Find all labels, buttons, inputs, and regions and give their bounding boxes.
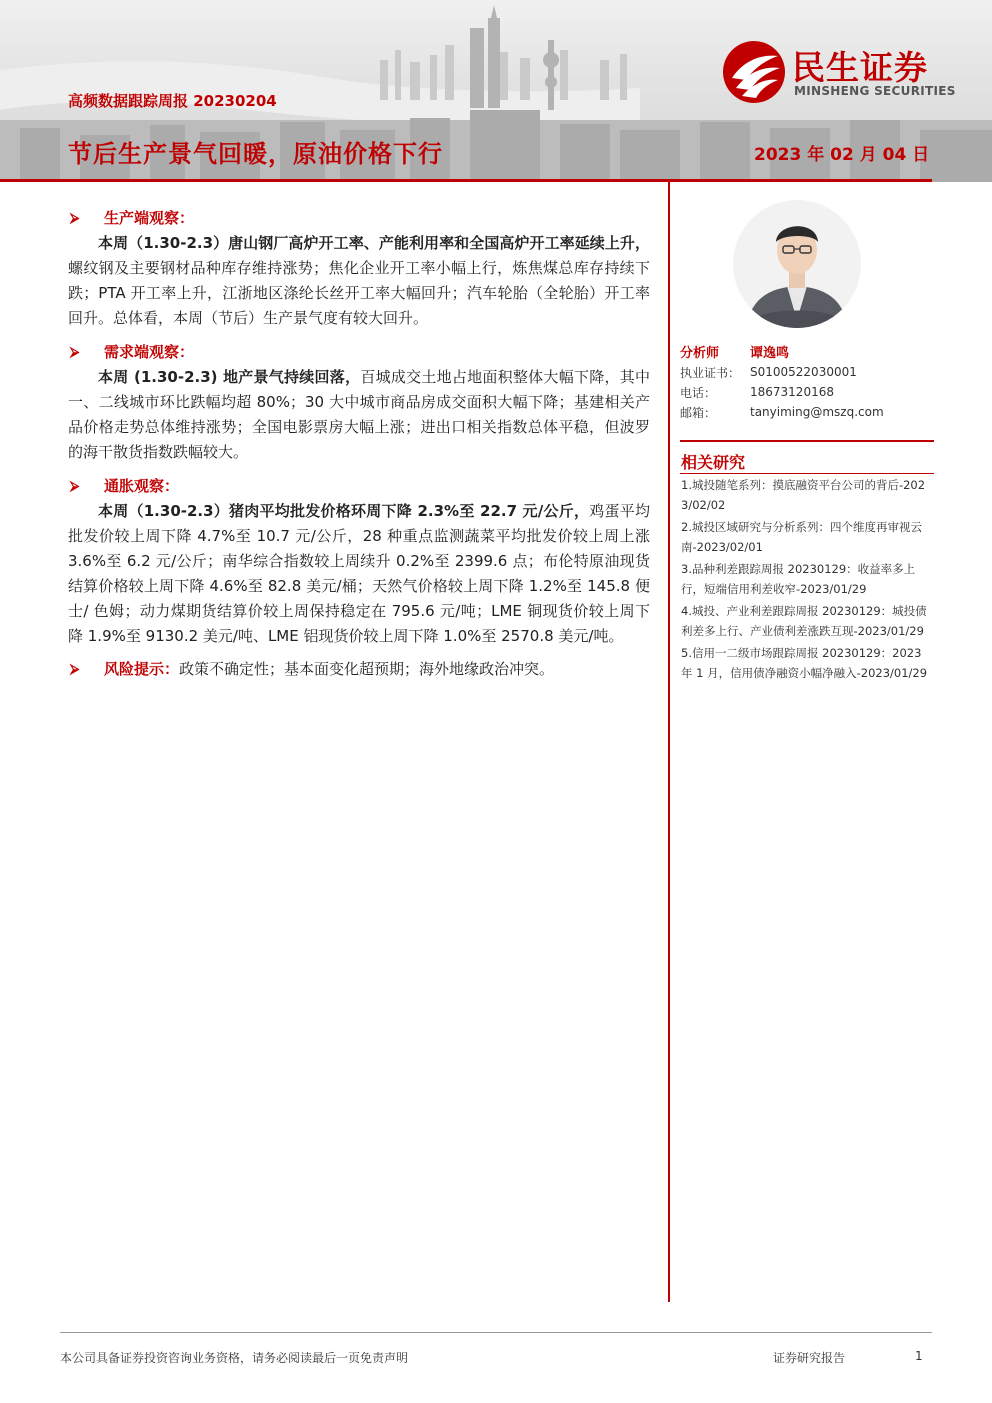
paragraph-lead: 本周（1.30-2.3）猪肉平均批发价格环周下降 2.3%至 22.7 元/公斤， <box>98 502 590 520</box>
analyst-field-label: 邮箱： <box>680 405 717 420</box>
related-research-title: 相关研究 <box>681 453 746 472</box>
analyst-field-label: 执业证书： <box>680 365 741 380</box>
footer-divider <box>60 1332 932 1333</box>
analyst-info <box>680 340 935 422</box>
minsheng-logo <box>722 38 972 108</box>
risk-title: 风险提示： <box>104 660 180 678</box>
section-production <box>68 205 650 331</box>
paragraph-body: 百城成交土地占地面积整体大幅下降，其中一、二线城市环比跌幅均超 80%；30 大中城市商品房成交面积大幅下降；基建相关产品价格走势总体维持涨势；全国电影票房大幅上涨；进出口相关指数总体平稳，但波罗的海干散货指数跌幅较大。 <box>68 368 650 461</box>
related-research-item[interactable]: 1.城投随笔系列：摸底融资平台公司的背后-2023/02/02 <box>681 478 926 512</box>
related-research-item[interactable]: 4.城投、产业利差跟踪周报 20230129：城投债利差多上行、产业债利差涨跌互现-2023/01/29 <box>681 604 927 638</box>
column-divider <box>668 182 670 1302</box>
section-demand <box>68 339 650 465</box>
section-paragraph <box>68 499 650 649</box>
minsheng-emblem-icon <box>722 40 786 104</box>
arrow-bullet-icon: ⮚ <box>70 344 80 360</box>
analyst-portrait-image <box>731 190 863 338</box>
report-title: 节后生产景气回暖，原油价格下行 <box>68 140 443 168</box>
arrow-bullet-icon: ⮚ <box>70 478 80 494</box>
section-heading <box>68 205 650 231</box>
paragraph-lead: 本周 (1.30-2.3) 地产景气持续回落， <box>98 368 361 386</box>
paragraph-body: 螺纹钢及主要钢材品种库存维持涨势；焦化企业开工率小幅上行，炼焦煤总库存持续下跌；PTA 开工率上升，江浙地区涤纶长丝开工率大幅回升；汽车轮胎（全轮胎）开工率回升。总体看，本周（节后）生产景气度有较大回升。 <box>68 259 650 327</box>
analyst-field-label: 电话： <box>680 385 717 400</box>
analyst-field-value: 18673120168 <box>750 385 834 399</box>
risk-text: 政策不确定性；基本面变化超预期；海外地缘政治冲突。 <box>179 660 555 678</box>
arrow-bullet-icon: ⮚ <box>70 662 80 677</box>
analyst-field-value: S0100522030001 <box>750 365 857 379</box>
analyst-photo <box>731 190 863 338</box>
analyst-phone-row <box>680 382 935 402</box>
main-content <box>68 205 650 690</box>
report-date: 2023 年 02 月 04 日 <box>754 145 930 165</box>
section-paragraph <box>68 365 650 465</box>
page-number: 1 <box>915 1349 923 1363</box>
analyst-email-row <box>680 402 935 422</box>
paragraph-body: 鸡蛋平均批发价较上周下降 4.7%至 10.7 元/公斤，28 种重点监测蔬菜平均批发价较上周上涨 3.6%至 6.2 元/公斤；南华综合指数较上周续升 0.2%至 2399.6 点；布伦特原油现货结算价格较上周下降 4.6%至 82.8 美元/桶；天然气价格较上周下降 1.2%至 145.8 便士/ 色姆；动力煤期货结算价较上周保持稳定在 795.6 元/吨；LME 铜现货价较上周下降 1.9%至 9130.2 美元/吨、LME 铝现货价较上周下降 1.0%至 2570.8 美元/吨。 <box>68 502 650 645</box>
logo-english-name: MINSHENG SECURITIES <box>794 84 956 98</box>
section-inflation <box>68 473 650 649</box>
related-research-list <box>681 476 933 686</box>
section-paragraph <box>68 231 650 331</box>
related-divider <box>680 473 934 474</box>
header-divider <box>0 179 932 182</box>
analyst-email-link[interactable]: tanyiming@mszq.com <box>750 405 884 419</box>
footer-report-type: 证券研究报告 <box>773 1351 846 1365</box>
section-risk <box>68 657 650 682</box>
analyst-license-row <box>680 362 935 382</box>
sidebar-divider <box>680 440 934 442</box>
section-title: 通胀观察： <box>104 476 180 495</box>
analyst-label: 分析师 <box>680 345 720 361</box>
section-heading <box>68 339 650 365</box>
report-series: 高频数据跟踪周报 20230204 <box>68 92 277 110</box>
section-title: 需求端观察： <box>104 342 195 361</box>
related-research-item[interactable]: 3.品种利差跟踪周报 20230129：收益率多上行，短端信用利差收窄-2023/01/29 <box>681 562 916 596</box>
analyst-header <box>680 340 935 362</box>
header-banner <box>0 0 992 182</box>
paragraph-lead: 本周（1.30-2.3）唐山钢厂高炉开工率、产能利用率和全国高炉开工率延续上升， <box>98 234 650 252</box>
analyst-name: 谭逸鸣 <box>750 345 790 361</box>
logo-chinese-name: 民生证券 <box>792 48 928 87</box>
footer-disclaimer: 本公司具备证券投资咨询业务资格，请务必阅读最后一页免责声明 <box>60 1351 409 1365</box>
section-title: 生产端观察： <box>104 208 195 227</box>
section-heading <box>68 473 650 499</box>
arrow-bullet-icon: ⮚ <box>70 210 80 226</box>
related-research-item[interactable]: 5.信用一二级市场跟踪周报 20230129：2023 年 1 月，信用债净融资小幅净融入-2023/01/29 <box>681 646 928 680</box>
related-research-item[interactable]: 2.城投区域研究与分析系列：四个维度再审视云南-2023/02/01 <box>681 520 922 554</box>
